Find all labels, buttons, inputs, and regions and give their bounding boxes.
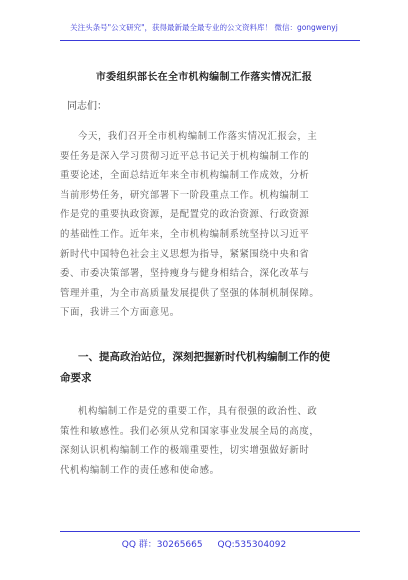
paragraph-line: 的基础性工作。近年来，全市机构编制系统坚持以习近平 [60, 228, 310, 240]
paragraph-line: 机构编制工作是党的重要工作，具有很强的政治性、政 [78, 406, 318, 417]
paragraph-1 [60, 127, 352, 349]
document-title: 市委组织部长在全市机构编制工作落实情况汇报 [95, 72, 313, 83]
footer-contact [0, 537, 408, 550]
paragraph-line: 重要论述，全面总结近年来全市机构编制工作成效，分析 [60, 170, 310, 182]
footer-divider [60, 531, 360, 532]
paragraph-line: 委、市委决策部署，坚持瘦身与健身相结合，深化改革与 [60, 268, 310, 280]
heading-line: 命要求 [60, 372, 92, 384]
paragraph-line: 下面，我讲三个方面意见。 [60, 307, 180, 319]
paragraph-line: 作是党的重要执政资源，是配置党的政治资源、行政资源 [60, 209, 310, 221]
paragraph-line: 当前形势任务，研究部署下一阶段重点工作。机构编制工 [60, 189, 310, 201]
paragraph-line: 今天，我们召开全市机构编制工作落实情况汇报会，主 [78, 131, 318, 142]
section-heading-1 [60, 347, 360, 389]
footer-qq-group: QQ 群：30265665 [121, 540, 203, 550]
salutation: 同志们： [67, 101, 107, 112]
header-divider [60, 40, 360, 41]
paragraph-line: 要任务是深入学习贯彻习近平总书记关于机构编制工作的 [60, 150, 310, 162]
footer-qq: QQ:535304092 [217, 540, 287, 550]
paragraph-line: 深刻认识机构编制工作的极端重要性，切实增强做好新时 [60, 445, 310, 457]
paragraph-line: 代机构编制工作的责任感和使命感。 [60, 464, 220, 476]
paragraph-line: 策性和敏感性。我们必须从党和国家事业发展全局的高度， [60, 425, 320, 437]
header-banner: 关注头条号"公文研究"，获得最新最全最专业的公文资料库！ 微信：gongwenyj [70, 23, 338, 32]
paragraph-line: 管理并重，为全市高质量发展提供了坚强的体制机制保障。 [60, 287, 320, 299]
paragraph-line: 新时代中国特色社会主义思想为指导，紧紧围绕中央和省 [60, 248, 310, 260]
paragraph-2 [60, 402, 352, 498]
heading-line: 一、提高政治站位，深刻把握新时代机构编制工作的使 [78, 351, 330, 363]
